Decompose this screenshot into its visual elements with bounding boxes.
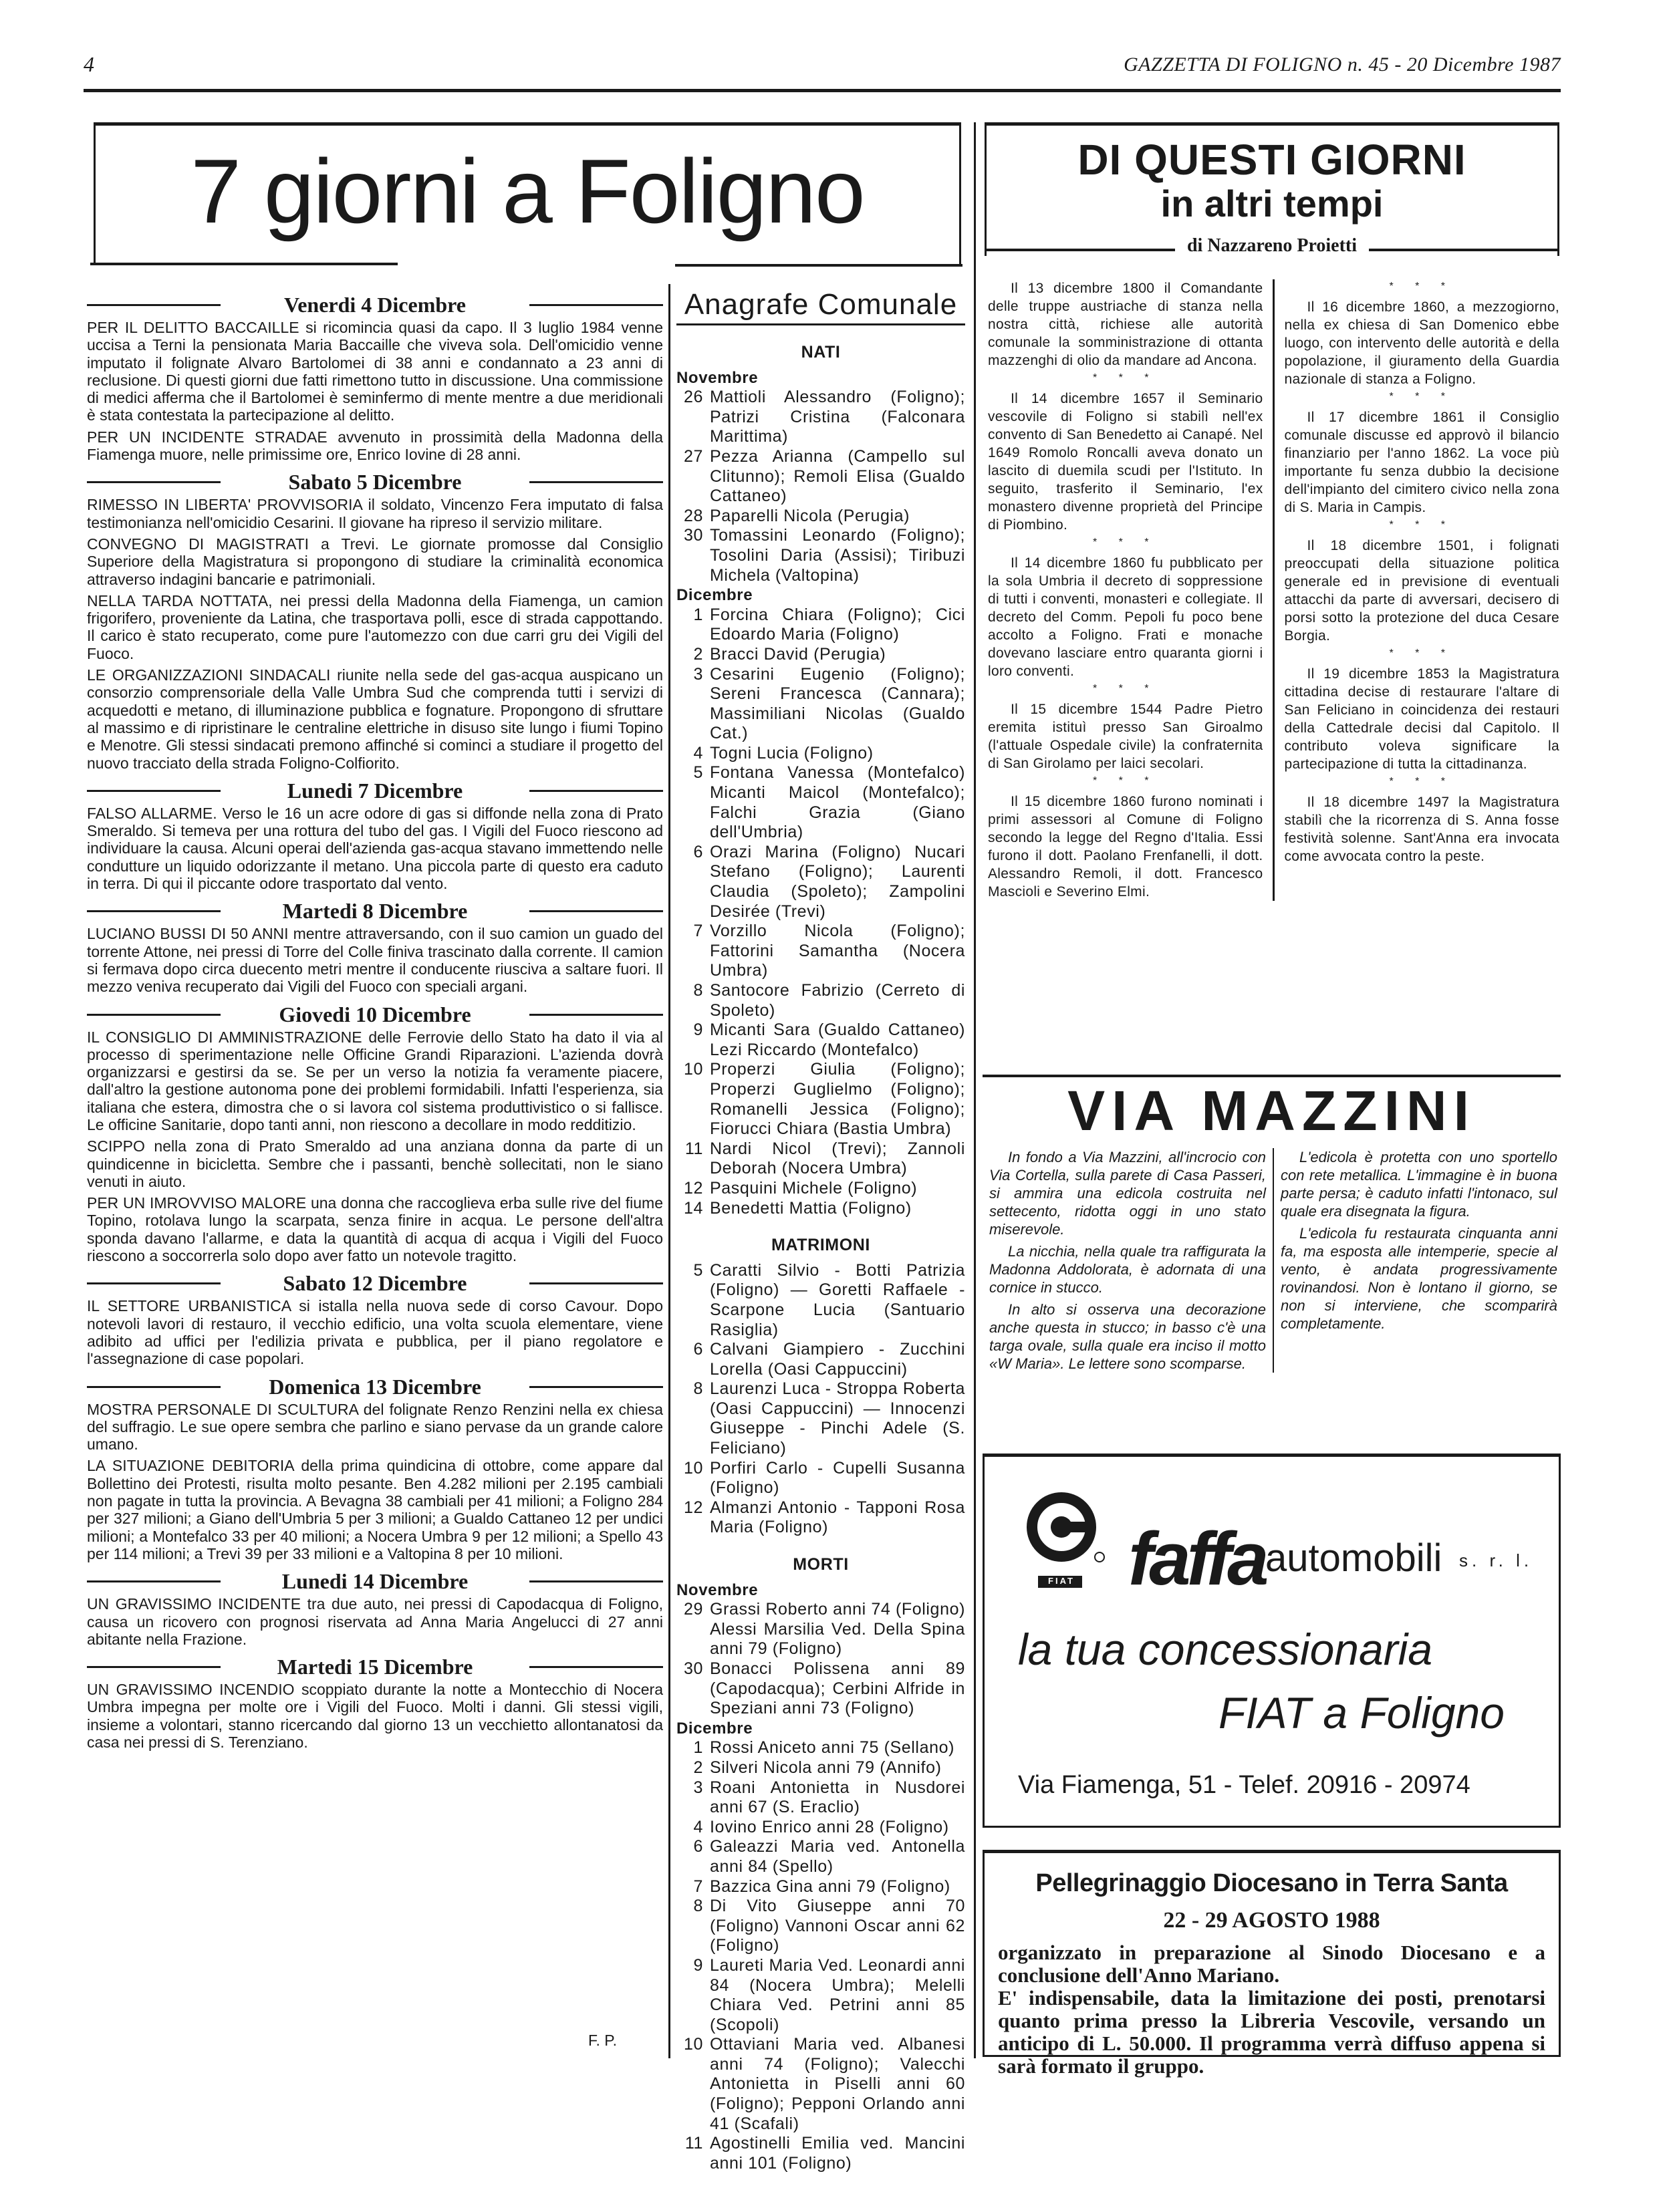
- news-item: [87, 925, 663, 995]
- heading-rule: [87, 1386, 221, 1388]
- news-item: [87, 319, 663, 424]
- heading-rule: [529, 910, 663, 912]
- day-heading-text: Lunedi 14 Dicembre: [281, 1569, 469, 1594]
- entry-day: 5: [693, 763, 703, 783]
- separator-stars: * * *: [1389, 519, 1455, 531]
- day-heading: [87, 1375, 663, 1399]
- entry-day: 2: [693, 1758, 703, 1777]
- heading-rule: [529, 1386, 663, 1388]
- news-text: del folignate Renzo Renzini nella ex chiesa del suffragio. Le sue opere sembra che parlino e siano pervase da un grande calore umano.: [87, 1400, 663, 1454]
- registry-entry: [676, 1060, 965, 1139]
- entry-text: Bazzica Gina anni 79 (Foligno): [710, 1877, 950, 1896]
- registry-entry: [676, 447, 965, 507]
- separator-stars: * * *: [1092, 537, 1158, 548]
- news-lead: UN GRAVISSIMO INCIDENTE: [87, 1595, 301, 1613]
- registry-entry: [676, 843, 965, 922]
- day-heading-text: Sabato 12 Dicembre: [283, 1271, 467, 1296]
- via-mazzini-article: [989, 1148, 1557, 1373]
- history-entry: Il 14 dicembre 1657 il Seminario vescovile di Foligno si stabilì nell'ex convento di San Benedetto ai Canapé. Nel 1649 Romolo Roncalli aveva donato un lascito di duemila scudi per l'Istituto. In seguito, trasferito il Seminario, l'ex monastero divenne proprietà del Principe di Piombino.: [988, 391, 1263, 533]
- heading-rule: [529, 1580, 663, 1582]
- faffa-advertisement: [983, 1454, 1561, 1828]
- month-label: Dicembre: [676, 1719, 753, 1738]
- entry-text: Bracci David (Perugia): [710, 644, 886, 664]
- news-text: Verso le 16 un acre odore di gas si diffonde nella zona di Prato Smeraldo. Si temeva per una rottura del tubo del gas. I Vigili del Fuoco riescono ad individuare la causa. Alcuni operai dell'azienda gas-acqua stavano immettendo nelle condutture un liquido odorizzante il metano. Una piccola parte di questo era caduto in terra. Di qui il piccante odore trasportato dal vento.: [87, 804, 663, 893]
- pilgrimage-paragraph: organizzato in preparazione al Sinodo Diocesano e a conclusione dell'Anno Mariano.: [998, 1941, 1545, 1987]
- entry-text: Tomassini Leonardo (Foligno); Tosolini Daria (Assisi); Tiribuzi Michela (Valtopina): [710, 526, 965, 585]
- registry-entry: [676, 388, 965, 447]
- entry-day: 4: [693, 743, 703, 763]
- news-item: [87, 1457, 663, 1562]
- news-item: [87, 805, 663, 892]
- day-heading: [87, 779, 663, 803]
- entry-text: Micanti Sara (Gualdo Cattaneo) Lezi Riccardo (Montefalco): [710, 1020, 965, 1059]
- entry-day: 4: [693, 1817, 703, 1836]
- day-heading-text: Venerdi 4 Dicembre: [284, 293, 466, 317]
- srl-label: s. r. l.: [1459, 1550, 1533, 1570]
- registry-entry: [676, 526, 965, 585]
- article-paragraph: In alto si osserva una decorazione anche questa in stucco; in basso c'è una targa ovale, sulla quale era inciso il motto «W Maria». Le lettere sono scomparse.: [989, 1301, 1266, 1372]
- history-entry: Il 18 dicembre 1497 la Magistratura stabilì che la ricorrenza di S. Anna fosse festività solenne. Sant'Anna era invocata come avvocata contro la peste.: [1284, 795, 1559, 864]
- news-lead: NELLA TARDA NOTTATA,: [87, 591, 273, 609]
- news-text: si istalla nella nuova sede di corso Cavour. Dopo notevoli lavori di restauro, il vecchio edificio, una volta scuola elementare, viene adibito ad uffici per l'edilizia privata e pubblica, per il piano regolatore e l'assegnazione di case popolari.: [87, 1297, 663, 1368]
- heading-rule: [87, 1014, 221, 1016]
- news-lead: PER UN IMROVVISO MALORE: [87, 1194, 307, 1212]
- registry-entry: [676, 1758, 965, 1778]
- entry-day: 6: [693, 1340, 703, 1359]
- entry-day: 11: [684, 1139, 703, 1158]
- entry-text: Cesarini Eugenio (Foligno); Sereni Francesca (Cannara); Massimiliani Nicolas (Gualdo Cat.): [710, 664, 965, 743]
- ad-tagline: la tua concessionaria: [1018, 1625, 1433, 1674]
- registry-section-heading: NATI: [801, 343, 841, 362]
- heading-rule: [529, 790, 663, 792]
- fiat-badge-text: FIAT: [1048, 1576, 1075, 1586]
- entry-day: 8: [693, 981, 703, 1000]
- news-text: mentre attraversando, con il suo camion un guado del torrente Attone, nei pressi di Torre del Colle finiva trascinato dalla corrente. Il camion si fermava dopo circa duecento metri mentre il conducente riusciva a saltare fuori. Il mezzo veniva recuperato dai Vigili del Fuoco con speciali argani.: [87, 925, 663, 996]
- registry-section-heading: MORTI: [793, 1555, 849, 1574]
- news-item: [87, 496, 663, 531]
- history-entry: Il 14 dicembre 1860 fu pubblicato per la sola Umbria il decreto di soppressione di tutti i conventi, monasteri e collegiate. Il decreto del Comm. Pepoli fu poco bene accolto a Foligno. Frati e monache dovevano lasciare entro quaranta giorni i loro conventi.: [988, 555, 1263, 679]
- entry-day: 3: [693, 1778, 703, 1797]
- author-signature: F. P.: [588, 2032, 618, 2049]
- entry-text: Ottaviani Maria ved. Albanesi anni 74 (Foligno); Valecchi Antonietta in Piselli anni 60 (Foligno); Pepponi Orlando anni 41 (Scafali): [710, 2035, 965, 2133]
- registry-entry: [676, 1179, 965, 1199]
- news-lead: PER IL DELITTO BACCAILLE: [87, 319, 299, 336]
- day-heading: [87, 1002, 663, 1027]
- entry-text: Rossi Aniceto anni 75 (Sellano): [710, 1738, 955, 1758]
- entry-day: 12: [683, 1498, 703, 1517]
- news-item: [87, 1681, 663, 1751]
- history-entry: Il 13 dicembre 1800 il Comandante delle truppe austriache di stanza nella nostra città, richiese alle autorità comunale la somministrazione di ottanta mazzenghi di olio da mandare ad Ancona.: [988, 281, 1263, 368]
- news-lead: PER UN INCIDENTE STRADAE: [87, 428, 328, 446]
- day-heading-text: Sabato 5 Dicembre: [288, 470, 462, 495]
- entry-text: Bonacci Polissena anni 89 (Capodacqua); Cerbini Alfride in Speziani anni 73 (Foligno): [710, 1659, 965, 1718]
- registry-entry: [676, 2134, 965, 2173]
- day-heading-text: Martedi 15 Dicembre: [277, 1655, 473, 1679]
- entry-text: Santocore Fabrizio (Cerreto di Spoleto): [710, 981, 965, 1020]
- registry-entry: [676, 1877, 965, 1897]
- history-title: DI QUESTI GIORNI: [1077, 136, 1466, 184]
- registry-entry: [676, 1738, 965, 1758]
- registry-entry: [676, 605, 965, 645]
- ad-tagline: FIAT a Foligno: [1218, 1688, 1505, 1738]
- registry-entry: [676, 1818, 965, 1838]
- news-text: scoppiato durante la notte a Montecchio di Nocera Umbra impegna per molte ore i Vigili del Fuoco. Molti i danni. Gli stessi vigili, insieme a volontari, stanno ricercando dal giorno 13 un vecchietto allontanatosi da casa nei pressi di S. Terenziano.: [87, 1681, 663, 1751]
- entry-day: 29: [683, 1600, 703, 1619]
- fiat-logo-icon: [1025, 1490, 1112, 1614]
- registry-entry: [676, 1600, 965, 1659]
- registry-entry: [676, 1261, 965, 1340]
- entry-text: Calvani Giampiero - Zucchini Lorella (Oasi Cappuccini): [710, 1340, 965, 1379]
- registry-entry: [676, 1379, 965, 1458]
- history-entry: Il 16 dicembre 1860, a mezzogiorno, nella ex chiesa di San Domenico ebbe luogo, con intervento delle autorità e della popolazione, il giuramento della Guardia nazionale di stanza a Foligno.: [1284, 299, 1559, 387]
- news-item: [87, 535, 663, 588]
- column-rule: [668, 284, 670, 2058]
- entry-text: Benedetti Mattia (Foligno): [710, 1198, 912, 1218]
- history-entry: Il 15 dicembre 1544 Padre Pietro eremita istituì presso San Giroalmo (l'attuale Ospedale civile) la confraternita di San Girolamo per laici secolari.: [988, 702, 1263, 771]
- separator-stars: * * *: [1389, 776, 1455, 787]
- news-text: della prima quindicina di ottobre, come appare dal Bollettino dei Protesti, risulta molto pesante. Ben 4.282 milioni per 2.195 cambiali non pagate in tutta la provincia. A Bevagna 38 cambiali per 41 milioni; a Foligno 284 per 327 milioni; a Giano dell'Umbria 5 per 3 milioni; a Gualdo Cattaneo 12 per undici milioni; a Montefalco 33 per 40 milioni; a Nocera Umbra 9 per 12 milioni; a Spello 43 per 114 milioni; a Trevi 39 per 33 milioni e a Valtopina 8 per 10 milioni.: [87, 1457, 663, 1562]
- heading-rule: [87, 910, 221, 912]
- byline-text: di Nazzareno Proietti: [1175, 235, 1369, 256]
- day-heading-text: Martedi 8 Dicembre: [282, 899, 468, 924]
- entry-text: Fontana Vanessa (Montefalco) Micanti Maicol (Montefalco); Falchi Grazia (Giano dell'Umbria): [710, 763, 965, 842]
- registry-entry: [676, 1837, 965, 1877]
- registry-entry: [676, 665, 965, 744]
- entry-day: 11: [684, 2134, 703, 2153]
- news-lead: IL CONSIGLIO DI AMMINISTRAZIONE: [87, 1028, 362, 1046]
- news-lead: LUCIANO BUSSI DI 50 ANNI: [87, 925, 289, 943]
- day-heading: [87, 470, 663, 495]
- entry-text: Agostinelli Emilia ved. Mancini anni 101 (Foligno): [710, 2134, 965, 2173]
- entry-day: 2: [693, 644, 703, 664]
- entry-text: Iovino Enrico anni 28 (Foligno): [710, 1817, 949, 1836]
- heading-rule: [529, 1666, 663, 1668]
- entry-text: Galeazzi Maria ved. Antonella anni 84 (Spello): [710, 1837, 965, 1876]
- entry-day: 26: [683, 388, 703, 407]
- news-lead: UN GRAVISSIMO INCENDIO: [87, 1681, 295, 1699]
- day-heading-text: Giovedi 10 Dicembre: [279, 1002, 471, 1026]
- history-columns: [988, 279, 1559, 901]
- heading-rule: [529, 1014, 663, 1016]
- news-text: avvenuto in prossimità della Madonna della Fiamenga muore, nelle primissime ore, Enrico Iovine di 28 anni.: [87, 428, 663, 464]
- registry-entry: [676, 1498, 965, 1538]
- separator-stars: * * *: [1092, 372, 1158, 384]
- pilgrimage-paragraph: E' indispensabile, data la limitazione dei posti, prenotarsi quanto prima presso la Libreria Vescovile, versando un anticipo di L. 50.000. Il programma verrà diffuso appena si sarà formato il gruppo.: [998, 1986, 1545, 2078]
- news-item: [87, 666, 663, 772]
- registry-entry: [676, 922, 965, 981]
- heading-rule: [529, 1282, 663, 1284]
- registry-entry: [676, 744, 965, 764]
- anagrafe-title: Anagrafe Comunale: [676, 286, 965, 325]
- entry-day: 6: [693, 1837, 703, 1856]
- separator-stars: * * *: [1389, 391, 1455, 402]
- day-heading: [87, 1569, 663, 1594]
- entry-text: Porfiri Carlo - Cupelli Susanna (Foligno): [710, 1458, 965, 1498]
- entry-day: 10: [683, 1458, 703, 1478]
- news-lead: CONVEGNO DI MAGISTRATI: [87, 535, 309, 553]
- entry-text: Caratti Silvio - Botti Patrizia (Foligno) — Goretti Raffaele - Scarpone Lucia (Santuario Rasiglia): [710, 1260, 965, 1339]
- registry-entry: [676, 1778, 965, 1818]
- news-lead: SCIPPO: [87, 1137, 145, 1155]
- news-lead: IL SETTORE URBANISTICA: [87, 1297, 291, 1315]
- column-rule: [974, 122, 976, 2058]
- entry-text: Di Vito Giuseppe anni 70 (Foligno) Vannoni Oscar anni 62 (Foligno): [710, 1897, 965, 1955]
- history-subtitle: in altri tempi: [1160, 182, 1384, 225]
- news-lead: LA SITUAZIONE DEBITORIA: [87, 1457, 294, 1475]
- registry-section-heading: MATRIMONI: [771, 1236, 870, 1255]
- title-bottom-rule: [675, 264, 962, 267]
- registry-entry: [676, 1020, 965, 1060]
- news-text: il soldato, Vincenzo Fera imputato di falsa testimonianza nell'omicidio Cesarini. Il giovane ha ripreso il servizio militare.: [87, 496, 664, 531]
- header-rule: [84, 89, 1561, 92]
- entry-day: 9: [693, 1955, 703, 1975]
- day-heading: [87, 899, 663, 924]
- heading-rule: [87, 1666, 221, 1668]
- anagrafe-column: [676, 286, 965, 2173]
- via-mazzini-heading-box: [983, 1075, 1561, 1144]
- news-lead: LE ORGANIZZAZIONI SINDACALI: [87, 666, 331, 684]
- news-item: [87, 1028, 663, 1134]
- entry-day: 5: [693, 1260, 703, 1280]
- entry-day: 3: [693, 664, 703, 684]
- article-paragraph: L'edicola è protetta con uno sportello con rete metallica. L'immagine è in buona parte persa; è caduto infatti l'intonaco, sul quale era disegnata la figura.: [1281, 1149, 1557, 1220]
- entry-text: Vorzillo Nicola (Foligno); Fattorini Samantha (Nocera Umbra): [710, 922, 965, 980]
- article-paragraph: In fondo a Via Mazzini, all'incrocio con Via Cortella, sulla parete di Casa Passeri, si ammira una edicola costruita nel settecento, ridotta oggi in uno stato miserevole.: [989, 1149, 1266, 1238]
- entry-text: Almanzi Antonio - Tapponi Rosa Maria (Foligno): [710, 1498, 965, 1537]
- masthead: GAZZETTA DI FOLIGNO n. 45 - 20 Dicembre 1987: [1124, 53, 1561, 76]
- entry-day: 8: [693, 1379, 703, 1399]
- ad-address: Via Fiamenga, 51 - Telef. 20916 - 20974: [1018, 1771, 1470, 1799]
- month-label: Dicembre: [676, 586, 753, 605]
- news-lead: MOSTRA PERSONALE DI SCULTURA: [87, 1400, 358, 1418]
- entry-day: 1: [693, 605, 703, 624]
- news-text: nei pressi della Madonna della Fiamenga, un camion frigorifero, proveniente da Latina, che trasportava polli, esce di strada cappottando. Il carico è stato recuperato, come pure l'automezzo con due carri gru dei Vigili del Fuoco.: [87, 591, 664, 662]
- article-paragraph: L'edicola fu restaurata cinquanta anni fa, ma esposta alle intemperie, specie al vento, è andata progressivamente rovinandosi. Non è lontano il giorno, se non si interviene, che scomparirà completamente.: [1281, 1225, 1557, 1332]
- day-heading: [87, 1655, 663, 1679]
- entry-day: 9: [693, 1020, 703, 1040]
- news-item: [87, 1137, 663, 1190]
- title-bottom-rule: [90, 263, 398, 265]
- separator-stars: * * *: [1092, 683, 1158, 694]
- news-item: [87, 1595, 663, 1648]
- news-text: delle Ferrovie dello Stato ha dato il via al processo di sperimentazione nelle Officine Grandi Riparazioni. L'azienda dovrà organizzarsi e gestirsi da se. Se per un verso la notizia fa veramente piacere, dall'altro la gestione autonoma pone dei problemi formidabili. Infatti l'esperienza, sia italiana che estera, dimostra che o si lavora col sistema produttivistico o si fallisce. Le officine Sanitarie, dopo tanti anni, non riescono a decollare in modo redditizio.: [87, 1028, 663, 1133]
- seven-days-column: [87, 286, 663, 1755]
- entry-day: 12: [683, 1178, 703, 1198]
- registry-entry: [676, 1956, 965, 2035]
- section-title: 7 giorni a Foligno: [190, 140, 864, 242]
- news-text: a Trevi. Le giornate promosse dal Consiglio Superiore della Magistratura si propongono di studiare la criminalità economica attraverso indagini bancarie e patrimoniali.: [87, 535, 663, 588]
- heading-rule: [529, 481, 663, 483]
- entry-text: Togni Lucia (Foligno): [710, 743, 874, 763]
- separator-stars: * * *: [1389, 281, 1455, 292]
- entry-text: Nardi Nicol (Trevi); Zannoli Deborah (Nocera Umbra): [710, 1139, 965, 1178]
- entry-day: 6: [693, 842, 703, 861]
- registry-entry: [676, 1659, 965, 1719]
- entry-day: 30: [683, 1659, 703, 1678]
- history-entry: Il 15 dicembre 1860 furono nominati i primi assessori al Comune di Foligno secondo la legge del Regno d'Italia. Essi furono il dott. Paolano Frenfanelli, il dott. Alessandro Remoli, il dott. Francesco Mascioli e Severino Elmi.: [988, 794, 1263, 900]
- day-heading: [87, 1271, 663, 1296]
- day-heading: [87, 293, 663, 317]
- news-lead: RIMESSO IN LIBERTA' PROVVISORIA: [87, 496, 362, 514]
- entry-text: Mattioli Alessandro (Foligno); Patrizi Cristina (Falconara Marittima): [710, 388, 965, 446]
- via-mazzini-heading: VIA MAZZINI: [1067, 1079, 1476, 1142]
- day-heading-text: Domenica 13 Dicembre: [269, 1374, 481, 1399]
- entry-text: Pasquini Michele (Foligno): [710, 1178, 918, 1198]
- entry-day: 7: [693, 922, 703, 941]
- heading-rule: [87, 304, 221, 306]
- entry-text: Grassi Roberto anni 74 (Foligno) Alessi Marsilia Ved. Della Spina anni 79 (Foligno): [710, 1600, 965, 1659]
- history-entry: Il 18 dicembre 1501, i folignati preoccupati della situazione politica generale ed in previsione di eventuali attacchi da parte di avversari, decisero di porsi sotto la protezione del duca Cesare Borgia.: [1284, 538, 1559, 644]
- pilgrimage-title: Pellegrinaggio Diocesano in Terra Santa: [1035, 1869, 1508, 1897]
- separator-stars: * * *: [1092, 775, 1158, 787]
- registry-entry: [676, 1199, 965, 1219]
- news-text: tra due auto, nei pressi di Capodacqua di Foligno, causa un ricovero con prognosi riservata ad Anna Maria Angelucci di 27 anni abitante nella Frazione.: [87, 1595, 664, 1648]
- heading-rule: [87, 481, 221, 483]
- news-text: nella zona di Prato Smeraldo ad una anziana donna da parte di un quindicenne in bicicletta. Sembre che i passanti, benchè sollecitati, non le siano venuti in aiuto.: [87, 1137, 663, 1190]
- entry-text: Properzi Giulia (Foligno); Properzi Guglielmo (Foligno); Romanelli Jessica (Foligno); Fiorucci Chiara (Bastia Umbra): [710, 1060, 965, 1139]
- news-item: [87, 1194, 663, 1264]
- news-text: riunite nella sede del gas-acqua auspicano un consorzio comprensoriale della Valle Umbra Sud che comprenda tutti i servizi di acquedotti e metano, di illuminazione pubblica e fognature. Propongono di sfruttare al massimo e di ripristinare le centraline elettriche in disuso site lungo i fiumi Topino e Menotre. Gli stessi sindacati premono affinché si cominci a studiare il progetto del nuovo tracciato della strada Foligno-Colfiorito.: [87, 666, 663, 772]
- month-label: Novembre: [676, 1580, 759, 1599]
- news-item: [87, 1401, 663, 1454]
- registry-entry: [676, 645, 965, 665]
- news-item: [87, 1297, 663, 1367]
- news-text: si ricomincia quasi da capo. Il 3 luglio 1984 venne uccisa a Terni la pensionata Maria Baccaille che viveva sola. Dell'omicidio venne imputato il folignate Alvaro Bartolomei di 38 anni e condannato a 23 anni di reclusione. Di questi giorni due fatti rimettono tutto in discussione. Una commissione di medici afferma che il Bartolomei è seminfermo di mente mentre a due meridionali è stata contestata la partecipazione al delitto.: [87, 319, 663, 424]
- entry-day: 10: [683, 1060, 703, 1079]
- registry-entry: [676, 507, 965, 527]
- entry-day: 28: [683, 506, 703, 525]
- registry-entry: [676, 2035, 965, 2134]
- heading-rule: [529, 304, 663, 306]
- entry-text: Roani Antonietta in Nusdorei anni 67 (S. Eraclio): [710, 1778, 965, 1817]
- registry-entry: [676, 1139, 965, 1179]
- article-paragraph: La nicchia, nella quale tra raffigurata la Madonna Addolorata, è adornata di una cornice in stucco.: [989, 1243, 1266, 1296]
- entry-text: Pezza Arianna (Campello sul Clitunno); Remoli Elisa (Gualdo Cattaneo): [710, 446, 965, 506]
- entry-text: Laurenzi Luca - Stroppa Roberta (Oasi Cappuccini) — Innocenzi Giuseppe - Pinchi Adele (S. Feliciano): [710, 1379, 965, 1458]
- news-item: [87, 428, 663, 464]
- entry-text: Paparelli Nicola (Perugia): [710, 506, 910, 525]
- pilgrimage-notice: [983, 1850, 1561, 2078]
- history-entry: Il 19 dicembre 1853 la Magistratura cittadina decise di restaurare l'altare di San Feliciano in coincidenza dei restauri della Cattedrale decisi dal Capitolo. Il contributo voleva significare la partecipazione di tutta la cittadinanza.: [1284, 666, 1559, 772]
- entry-day: 27: [683, 446, 703, 466]
- entry-text: Silveri Nicola anni 79 (Annifo): [710, 1758, 942, 1777]
- heading-rule: [87, 1282, 221, 1284]
- registry-entry: [676, 763, 965, 842]
- news-item: [87, 592, 663, 662]
- faffa-brand: faffa: [1128, 1517, 1265, 1601]
- news-lead: FALSO ALLARME.: [87, 804, 217, 822]
- registry-entry: [676, 1459, 965, 1498]
- entry-day: 30: [683, 526, 703, 545]
- registry-entry: [676, 1897, 965, 1956]
- registry-entry: [676, 981, 965, 1020]
- entry-text: Orazi Marina (Foligno) Nucari Stefano (Foligno); Laurenti Claudia (Spoleto); Zampolini Desirée (Trevi): [710, 842, 965, 921]
- entry-day: 1: [693, 1738, 703, 1758]
- news-text: una donna che raccoglieva erba sulle rive del fiume Topino, rotolava lungo la scarpata, senza finire in acqua. Le persone dell'altra sponda davano l'allarme, e data la quantità di acqua di acqua i Vigili del Fuoco riescono a soccorrerla solo dopo aver fatto un notevole tragitto.: [87, 1194, 663, 1265]
- month-label: Novembre: [676, 368, 759, 387]
- heading-rule: [87, 790, 221, 792]
- heading-rule: [87, 1580, 221, 1582]
- registry-entry: [676, 1340, 965, 1379]
- entry-text: Forcina Chiara (Foligno); Cici Edoardo Maria (Foligno): [710, 605, 965, 644]
- separator-stars: * * *: [1389, 648, 1455, 659]
- day-heading-text: Lunedi 7 Dicembre: [287, 778, 463, 803]
- section-title-box: [94, 122, 961, 264]
- entry-text: Laureti Maria Ved. Leonardi anni 84 (Nocera Umbra); Melelli Chiara Ved. Petrini anni 85 (Scopoli): [710, 1955, 965, 2034]
- entry-day: 14: [683, 1198, 703, 1218]
- automobili-label: automobili: [1265, 1536, 1442, 1580]
- byline: [985, 235, 1559, 257]
- pilgrimage-dates: 22 - 29 AGOSTO 1988: [1163, 1908, 1380, 1933]
- anagrafe-sections: [676, 343, 965, 2173]
- page-number: 4: [84, 52, 94, 76]
- entry-day: 10: [683, 2035, 703, 2054]
- entry-day: 8: [693, 1897, 703, 1916]
- history-entry: Il 17 dicembre 1861 il Consiglio comunale discusse ed approvò il bilancio finanziario per l'anno 1862. La voce più importante fu senza dubbio la decisione dell'impianto del cimitero civico nella zona di S. Maria in Campis.: [1284, 410, 1559, 515]
- entry-day: 7: [693, 1877, 703, 1896]
